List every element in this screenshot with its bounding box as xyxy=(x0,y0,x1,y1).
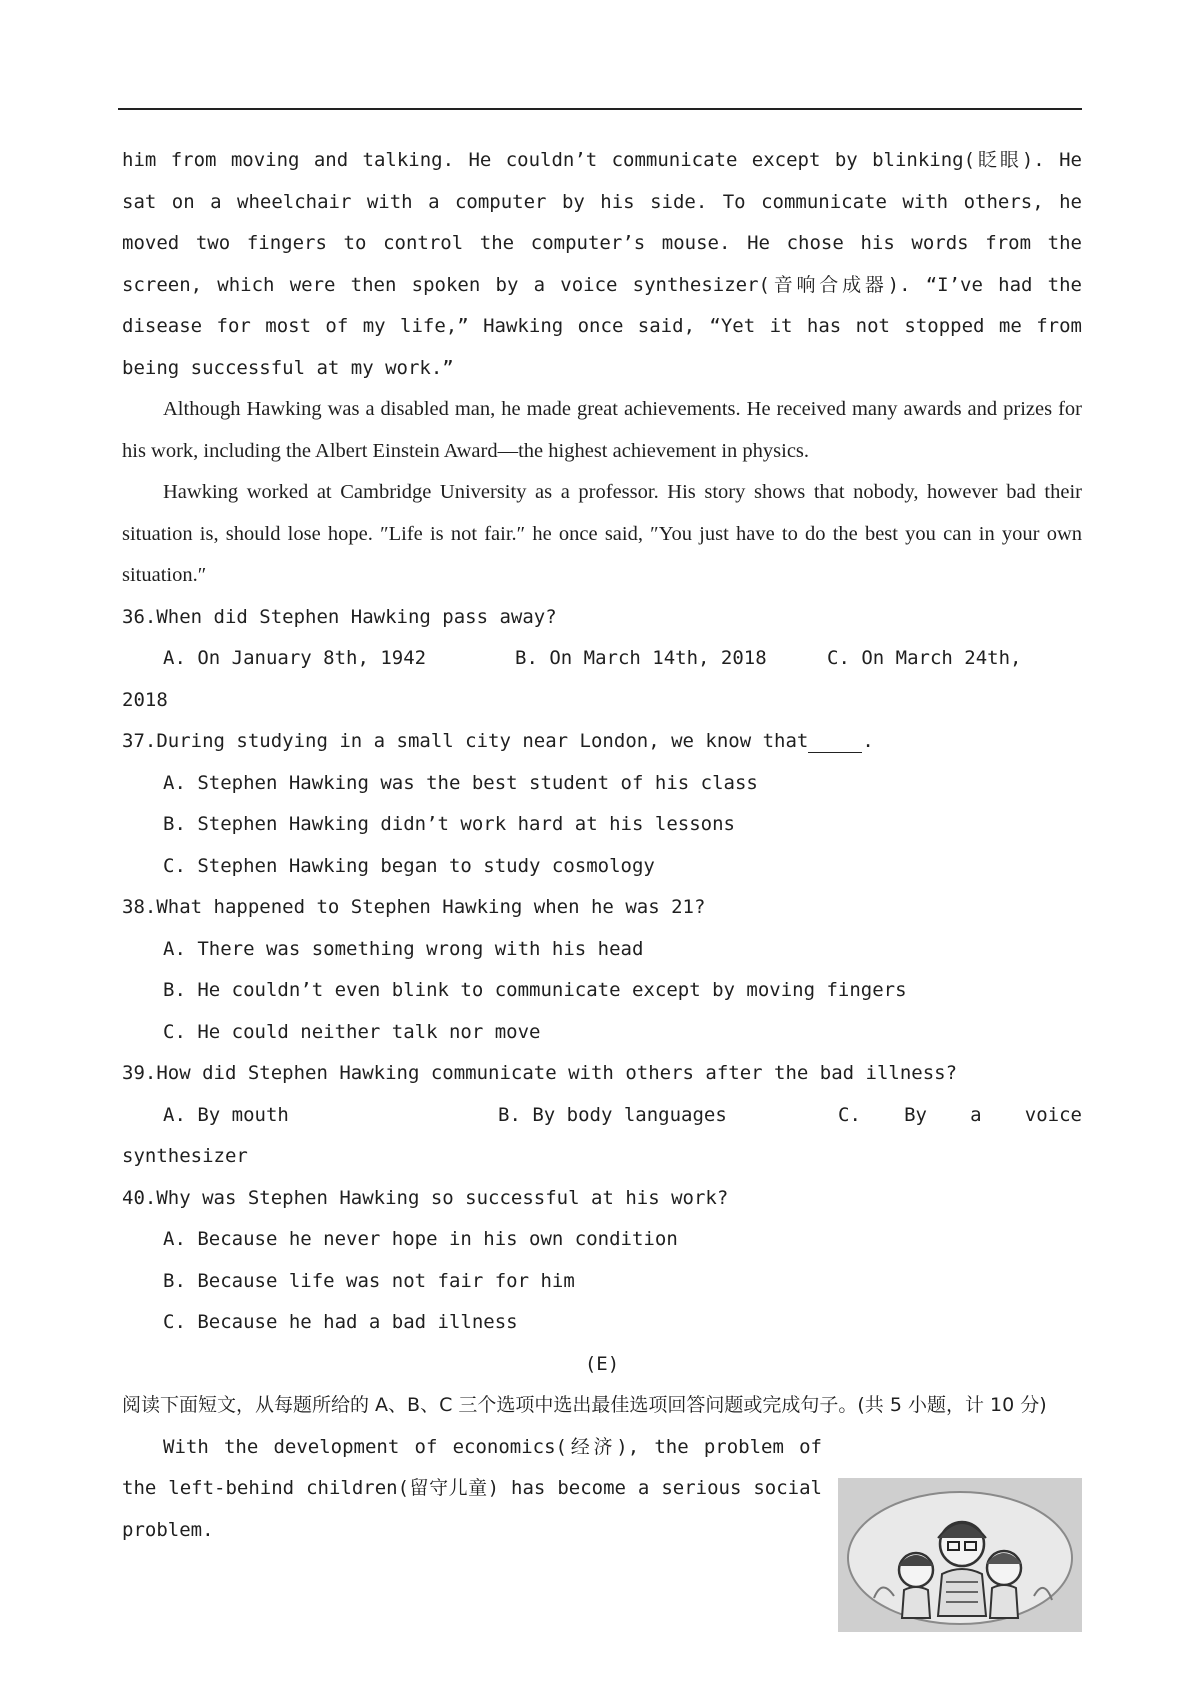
question-36-option-c: C. On March 24th, xyxy=(827,647,1022,669)
passage-d-paragraph-2: Although Hawking was a disabled man, he made great achievements. He received many awards and prizes for his work, including the Albert Einstein Award—the highest achievement in physics. xyxy=(122,398,1082,462)
question-40-option-c: C. Because he had a bad illness xyxy=(163,1311,518,1333)
illustration-drawing xyxy=(838,1478,1082,1632)
document-page xyxy=(122,140,1082,1551)
question-40-option-a: A. Because he never hope in his own condition xyxy=(163,1228,678,1250)
question-36-option-c-wrap: 2018 xyxy=(122,688,168,711)
section-e-paragraph-1: With the development of economics(经济), the problem of the left-behind children(留守儿童) has become a serious social problem. xyxy=(122,1435,822,1541)
question-38-option-b: B. He couldn’t even blink to communicate except by moving fingers xyxy=(163,979,907,1001)
answer-blank xyxy=(808,730,862,753)
question-38-stem: 38.What happened to Stephen Hawking when he was 21? xyxy=(122,896,706,918)
question-37-option-a: A. Stephen Hawking was the best student of his class xyxy=(163,771,758,794)
question-39-options xyxy=(122,1095,1082,1137)
question-40-stem: 40.Why was Stephen Hawking so successful at his work? xyxy=(122,1186,729,1209)
left-behind-children-illustration xyxy=(838,1478,1082,1632)
question-37-stem xyxy=(122,721,1082,763)
question-36-options xyxy=(122,638,1082,680)
question-39-stem: 39.How did Stephen Hawking communicate with others after the bad illness? xyxy=(122,1062,958,1084)
question-39-option-c-wrap: synthesizer xyxy=(122,1145,248,1167)
question-37-stem-end: . xyxy=(862,730,874,752)
question-36-stem: 36.When did Stephen Hawking pass away? xyxy=(122,605,557,628)
header-rule xyxy=(118,108,1082,110)
section-e-heading: (E) xyxy=(584,1352,620,1375)
question-37-stem-text: 37.During studying in a small city near London, we know that xyxy=(122,730,809,752)
passage-d-paragraph-3: Hawking worked at Cambridge University as a professor. His story shows that nobody, however bad their situation is, should lose hope. ″Life is not fair.″ he once said, ″You just have to do the best you can in your own situation.″ xyxy=(122,481,1082,586)
question-37-option-b: B. Stephen Hawking didn’t work hard at his lessons xyxy=(163,813,735,835)
passage-d-paragraph-1: him from moving and talking. He couldn’t communicate except by blinking(眨眼). He sat on a wheelchair with a computer by his side. To communicate with others, he moved two fingers to control the computer’s mouse. He chose his words from the screen, which were then spoken by a voice synthesizer(音响合成器). “I’ve had the disease for most of my life,” Hawking once said, “Yet it has not stopped me from being successful at my work.” xyxy=(122,149,1082,379)
question-36-option-a: A. On January 8th, 1942 xyxy=(163,647,427,669)
question-36-option-b: B. On March 14th, 2018 xyxy=(515,647,767,669)
question-39-option-b: B. By body languages xyxy=(498,1103,727,1126)
question-39-option-a: A. By mouth xyxy=(163,1103,289,1126)
question-39-option-c: C. By a voice xyxy=(838,1103,1082,1126)
question-37-option-c: C. Stephen Hawking began to study cosmology xyxy=(163,854,655,877)
question-40-option-b: B. Because life was not fair for him xyxy=(163,1269,575,1292)
section-e-instructions: 阅读下面短文，从每题所给的 A、B、C 三个选项中选出最佳选项回答问题或完成句子。(共 5 小题，计 10 分) xyxy=(122,1394,1047,1416)
question-38-option-a: A. There was something wrong with his head xyxy=(163,937,644,960)
question-38-option-c: C. He could neither talk nor move xyxy=(163,1020,541,1043)
